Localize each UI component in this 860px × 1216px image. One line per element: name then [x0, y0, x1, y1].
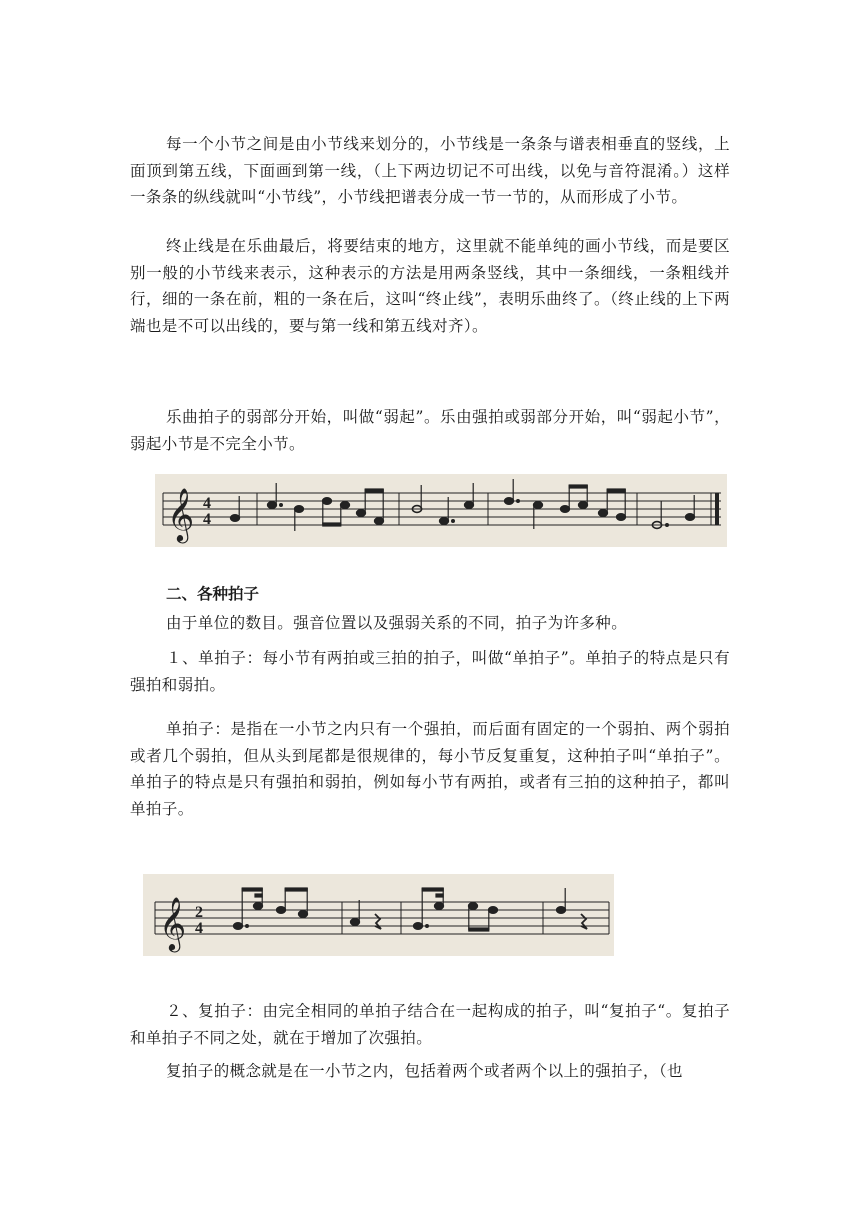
- paragraph-final-barline: 终止线是在乐曲最后，将要结束的地方，这里就不能单纯的画小节线，而是要区别一般的小节线来表示，这种表示的方法是用两条竖线，其中一条细线，一条粗线并行，细的一条在前，粗的一条在后，这叫“终止线”，表明乐曲终了。（终止线的上下两端也是不可以出线的，要与第一线和第五线对齐）。: [130, 237, 730, 335]
- staff-notation-2-4: [143, 874, 614, 956]
- paragraph-compound-meter-1: ２、复拍子：由完全相同的单拍子结合在一起构成的拍子，叫“复拍子“。复拍子和单拍子不同之处，就在于增加了次强拍。: [130, 1002, 730, 1047]
- section-title: 二、各种拍子: [166, 585, 260, 603]
- paragraph-simple-meter-2: 单拍子：是指在一小节之内只有一个强拍，而后面有固定的一个弱拍、两个弱拍或者几个弱拍，但从头到尾都是很规律的，每小节反复重复，这种拍子叫“单拍子”。单拍子的特点是只有强拍和弱拍，例如每小节有两拍，或者有三拍的这种拍子，都叫单拍子。: [130, 720, 730, 818]
- time-sig-bottom: 4: [203, 511, 211, 528]
- paragraph-intro: 由于单位的数目。强音位置以及强弱关系的不同，拍子为许多种。: [166, 614, 628, 632]
- treble-clef-icon: 𝄞: [159, 896, 187, 950]
- time-sig-top: 2: [195, 904, 203, 921]
- treble-clef-icon: 𝄞: [167, 487, 195, 541]
- staff-notation-4-4: [155, 474, 727, 547]
- score-image-4-4: [155, 474, 727, 547]
- paragraph-anacrusis: 乐曲拍子的弱部分开始，叫做“弱起”。乐由强拍或弱部分开始，叫“弱起小节”，弱起小节是不完全小节。: [130, 408, 730, 453]
- time-sig-bottom: 4: [195, 920, 203, 937]
- score-image-2-4: [143, 874, 614, 956]
- time-sig-top: 4: [203, 495, 211, 512]
- paragraph-compound-meter-2: 复拍子的概念就是在一小节之内，包括着两个或者两个以上的强拍子，（也: [166, 1062, 683, 1080]
- paragraph-barline: 每一个小节之间是由小节线来划分的，小节线是一条条与谱表相垂直的竖线，上面顶到第五线，下面画到第一线，（上下两边切记不可出线，以免与音符混淆。）这样一条条的纵线就叫“小节线”，小节线把谱表分成一节一节的，从而形成了小节。: [130, 135, 730, 206]
- paragraph-simple-meter-1: １、单拍子：每小节有两拍或三拍的拍子，叫做“单拍子”。单拍子的特点是只有强拍和弱拍。: [130, 649, 730, 694]
